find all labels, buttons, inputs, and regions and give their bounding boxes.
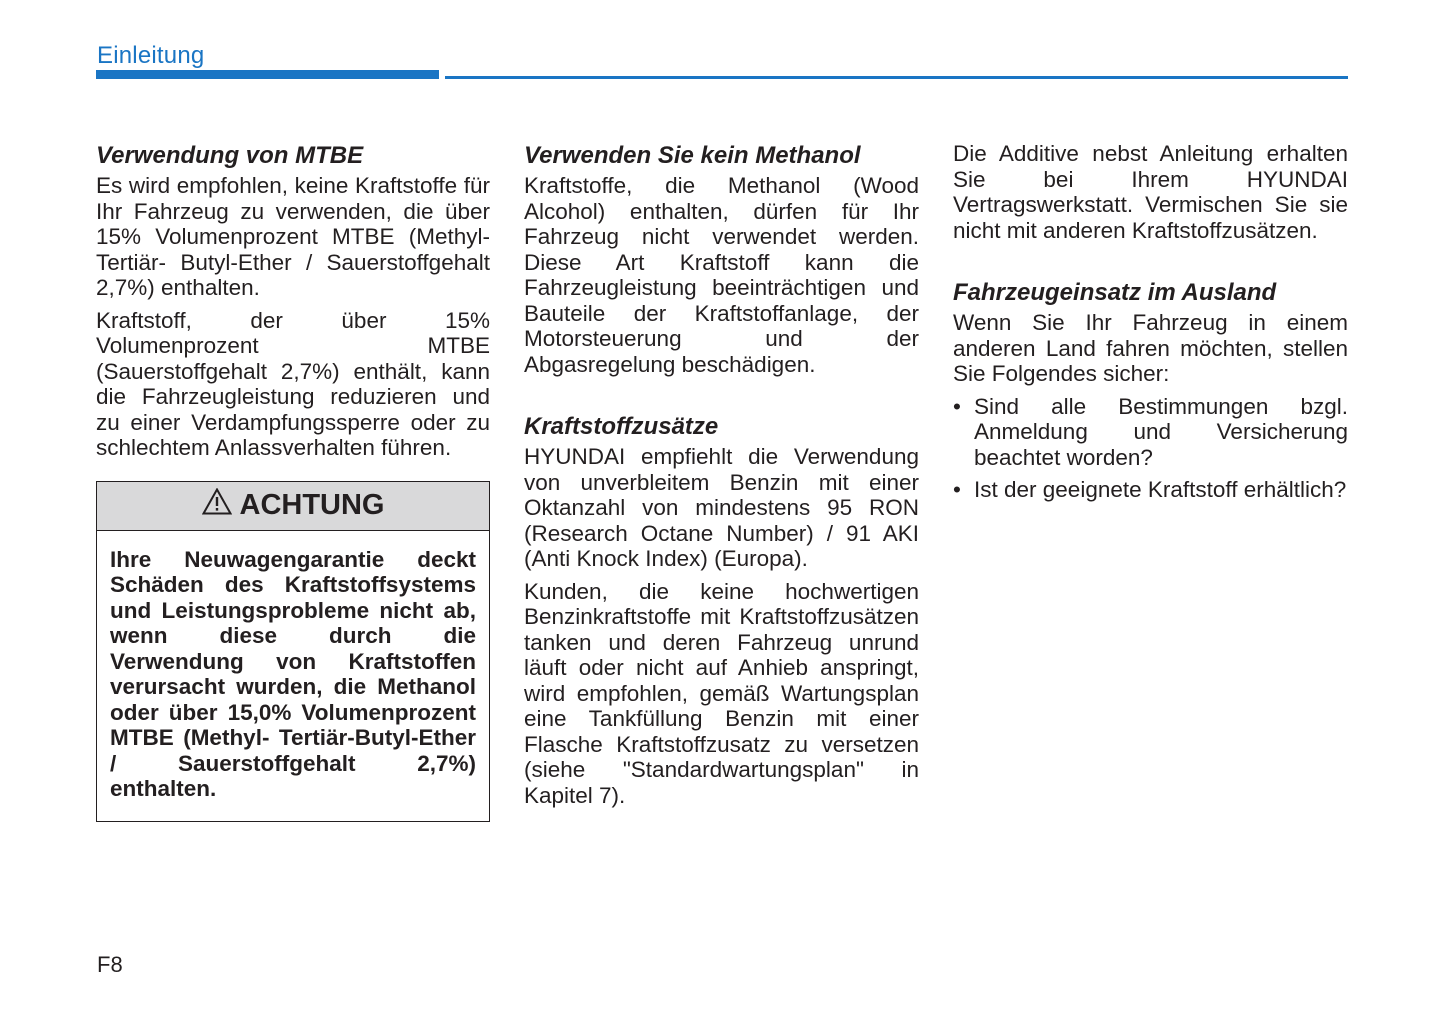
paragraph-additives-2: Kunden, die keine hochwertigen Benzinkraftstoffe mit Kraftstoffzusätzen tanken und deren Fahrzeug unrund läuft oder nicht auf Anhieb anspringt, wird empfohlen, gemäß Wartungsplan eine Tankfüllung Benzin mit einer Flasche Kraftstoffzusatz zu versetzen (siehe "Standardwartungsplan" in Kapitel 7).	[524, 578, 919, 808]
list-item: • Sind alle Bestimmungen bzgl. Anmeldung und Versicherung beachtet worden?	[953, 394, 1348, 471]
paragraph-mtbe-2: Kraftstoff, der über 15% Volumenprozent MTBE (Sauerstoffgehalt 2,7%) enthält, kann die Fahrzeugleistung reduzieren und zu einer Verdampfungssperre oder zu schlechtem Anlassverhalten führen.	[96, 307, 490, 460]
warning-box	[96, 481, 490, 822]
section-title: Einleitung	[97, 42, 205, 69]
heading-fuel-additives: Kraftstoffzusätze	[524, 413, 719, 440]
list-item: • Ist der geeignete Kraftstoff erhältlich?	[953, 477, 1348, 503]
heading-abroad: Fahrzeugeinsatz im Ausland	[953, 279, 1277, 306]
warning-triangle-icon	[202, 488, 232, 523]
heading-methanol: Verwenden Sie kein Methanol	[524, 142, 861, 169]
paragraph-mtbe-1: Es wird empfohlen, keine Kraftstoffe für Ihr Fahrzeug zu verwenden, die über 15% Volumenprozent MTBE (Methyl-Tertiär- Butyl-Ether / Sauerstoffgehalt 2,7%) enthalten.	[96, 173, 490, 300]
paragraph-additives-1: HYUNDAI empfiehlt die Verwendung von unverbleitem Benzin mit einer Oktanzahl von mindestens 95 RON (Research Octane Number) / 91 AKI (Anti Knock Index) (Europa).	[524, 444, 919, 571]
column-right	[953, 141, 1348, 510]
header-rule-thin	[445, 76, 1348, 79]
warning-text: Ihre Neuwagengarantie deckt Schäden des Kraftstoffsystems und Leistungsprobleme nicht ab, wenn diese durch die Verwendung von Kraftstoffen verursacht wurden, die Methanol oder über 15,0% Volumenprozent MTBE (Methyl- Tertiär-Butyl-Ether / Sauerstoffgehalt 2,7%) enthalten.	[110, 546, 476, 801]
paragraph-abroad: Wenn Sie Ihr Fahrzeug in einem anderen Land fahren möchten, stellen Sie Folgendes sicher:	[953, 310, 1348, 386]
paragraph-methanol: Kraftstoffe, die Methanol (Wood Alcohol) enthalten, dürfen für Ihr Fahrzeug nicht verwendet werden. Diese Art Kraftstoff kann die Fahrzeugleistung beeinträchtigen und Bauteile der Kraftstoffanlage, der Motorsteuerung und der Abgasregelung beschädigen.	[524, 173, 919, 377]
column-middle	[524, 141, 919, 808]
column-left	[96, 141, 490, 822]
page-number: F8	[97, 952, 123, 977]
paragraph-additives-3: Die Additive nebst Anleitung erhalten Sie bei Ihrem HYUNDAI Vertragswerkstatt. Vermischen Sie sie nicht mit anderen Kraftstoffzusätzen.	[953, 141, 1348, 243]
warning-title: ACHTUNG	[239, 489, 385, 521]
header-rule-thick	[96, 70, 439, 79]
heading-mtbe: Verwendung von MTBE	[96, 142, 364, 169]
checklist	[953, 394, 1348, 503]
warning-header	[97, 482, 489, 531]
